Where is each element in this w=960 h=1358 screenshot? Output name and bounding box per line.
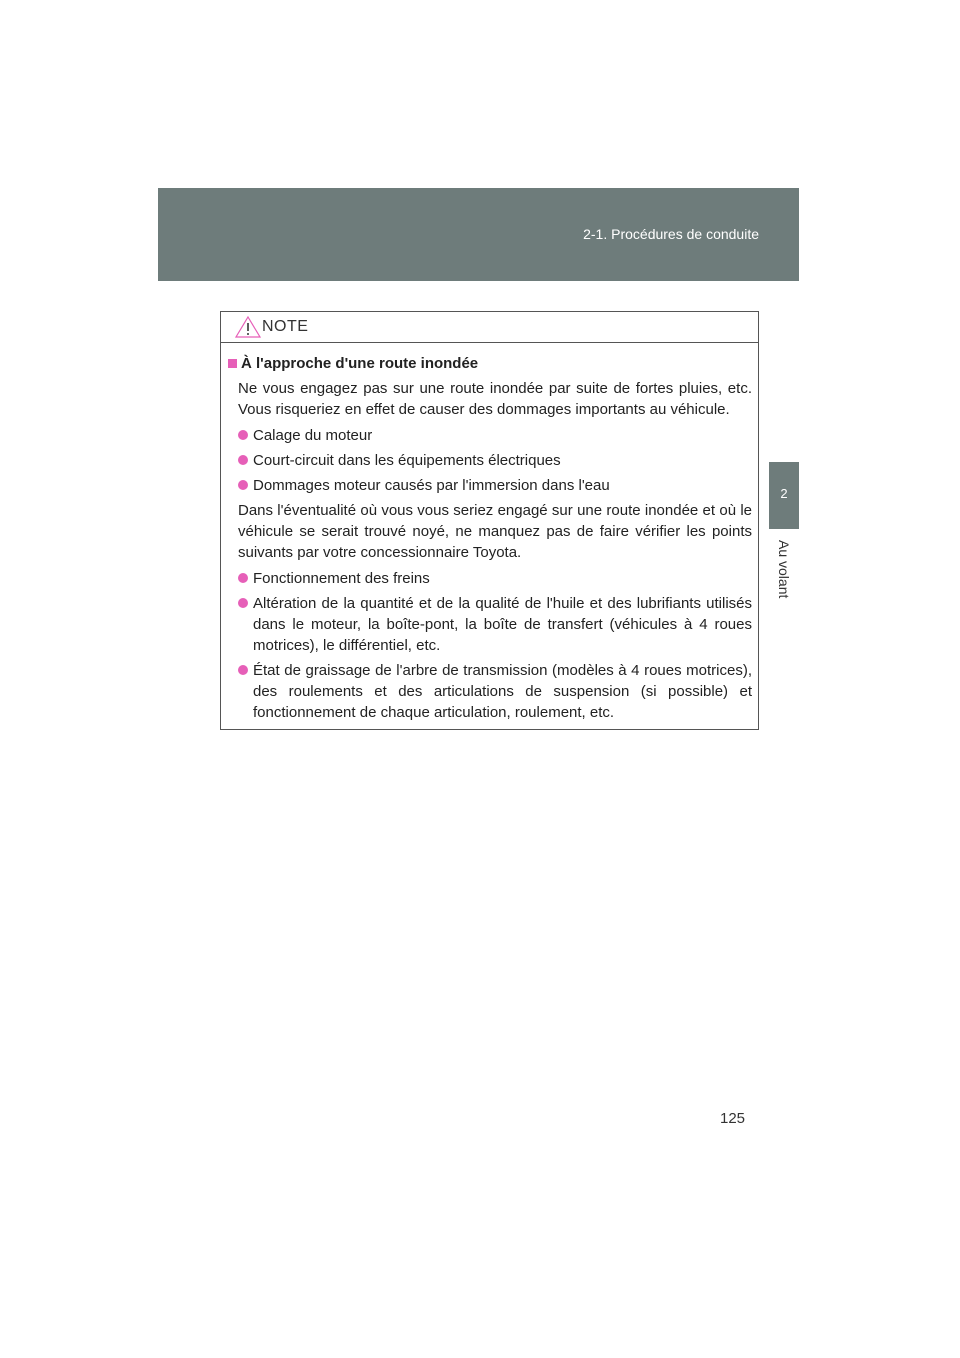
note-title: NOTE [262, 318, 309, 335]
list-item [228, 593, 752, 656]
chapter-tab [769, 462, 799, 529]
list-item [228, 660, 752, 723]
section-title: 2-1. Procédures de conduite [583, 226, 759, 242]
list-item-text: Altération de la quantité et de la qualité de l'huile et des lubrifiants utilisés dans le moteur, la boîte-pont, la boîte de transfert (véhicules à 4 roues motrices), le différentiel, etc. [253, 595, 752, 654]
bullet-dot-icon [238, 455, 248, 465]
bullet-dot-icon [238, 430, 248, 440]
note-subheading-text: À l'approche d'une route inondée [241, 355, 479, 372]
bullet-dot-icon [238, 480, 248, 490]
bullet-dot-icon [238, 665, 248, 675]
note-intro: Ne vous engagez pas sur une route inondée par suite de fortes pluies, etc. Vous risqueriez en effet de causer des dommages importants au véhicule. [238, 380, 752, 418]
list-item-text: État de graissage de l'arbre de transmission (modèles à 4 roues motrices), des roulements et des articulations de suspension (si possible) et fonctionnement de chaque articulation, roulement, etc. [253, 662, 752, 721]
page-number: 125 [720, 1110, 746, 1127]
list-item-text: Dommages moteur causés par l'immersion dans l'eau [253, 477, 610, 494]
list-item-text: Fonctionnement des freins [253, 570, 430, 587]
warning-icon [235, 316, 261, 338]
bullet-dot-icon [238, 573, 248, 583]
square-bullet-icon [228, 359, 237, 368]
chapter-number: 2 [780, 486, 788, 501]
list-item-text: Calage du moteur [253, 427, 373, 444]
note-header [221, 312, 758, 343]
list-item [228, 568, 752, 589]
list-item-text: Court-circuit dans les équipements électriques [253, 452, 561, 469]
bullet-dot-icon [238, 598, 248, 608]
list-item [228, 450, 752, 471]
note-paragraph: Dans l'éventualité où vous vous seriez engagé sur une route inondée et où le véhicule se serait trouvé noyé, ne manquez pas de faire vérifier les points suivants par votre concessionnaire Toyota. [238, 502, 752, 561]
list-item [228, 425, 752, 446]
list-item [228, 475, 752, 496]
header-band [158, 188, 799, 281]
chapter-label: Au volant [776, 540, 792, 599]
note-body [221, 343, 758, 723]
note-box [220, 311, 759, 730]
note-subheading [228, 353, 752, 374]
